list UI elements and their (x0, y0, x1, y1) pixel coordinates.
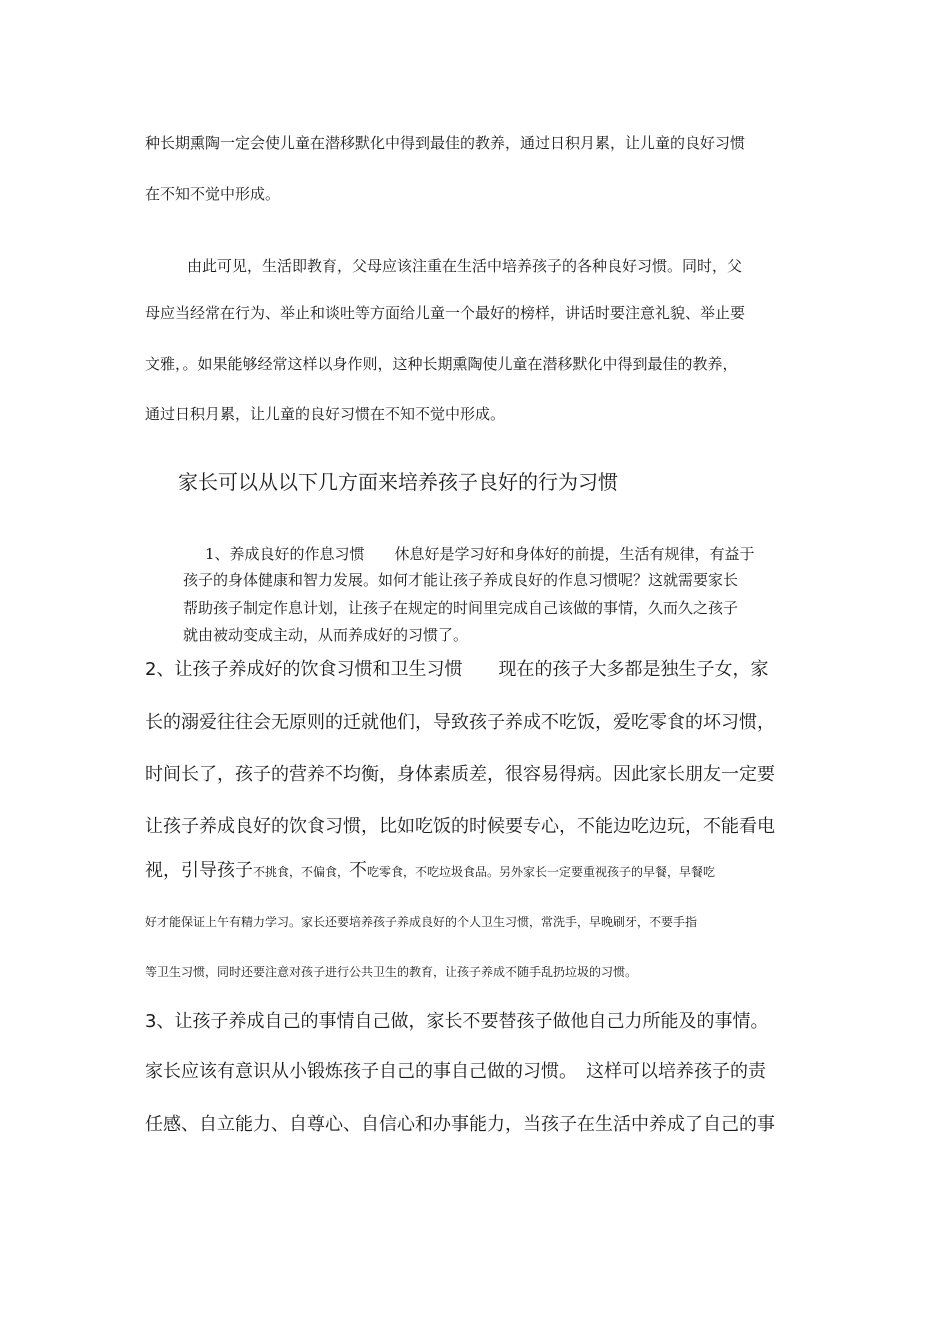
paragraph-1-line-1: 种长期熏陶一定会使儿童在潜移默化中得到最佳的教养，通过日积月累，让儿童的良好习惯 (145, 134, 746, 152)
item-2-line-3: 时间长了，孩子的营养不均衡，身体素质差，很容易得病。因此家长朋友一定要 (145, 764, 775, 785)
section-heading: 家长可以从以下几方面来培养孩子良好的行为习惯 (178, 470, 618, 494)
item-1-line-4: 就由被动变成主动，从而养成好的习惯了。 (183, 626, 469, 644)
paragraph-1-line-2: 在不知不觉中形成。 (145, 185, 281, 203)
item-1-line-3: 帮助孩子制定作息计划，让孩子在规定的时间里完成自己该做的事情，久而久之孩子 (183, 599, 739, 617)
paragraph-2-line-2: 母应当经常在行为、举止和谈吐等方面给儿童一个最好的榜样，讲话时要注意礼貌、举止要 (145, 304, 746, 322)
item-2-mixed-small-1: 不挑食，不偏食， (253, 865, 350, 879)
item-1-line-1: 1、养成良好的作息习惯 休息好是学习好和身体好的前提，生活有规律，有益于 (205, 545, 755, 563)
item-2-mixed-big-2: 不 (349, 860, 368, 881)
item-2-small-line-2: 等卫生习惯，同时还要注意对孩子进行公共卫生的教育，让孩子养成不随手乱扔垃圾的习惯。 (145, 965, 638, 979)
item-1-line-2: 孩子的身体健康和智力发展。如何才能让孩子养成良好的作息习惯呢？这就需要家长 (183, 571, 739, 589)
item-3-line-1: 3、让孩子养成自己的事情自己做，家长不要替孩子做他自己力所能及的事情。 (145, 1011, 769, 1032)
item-2-line-2: 长的溺爱往往会无原则的迁就他们，导致孩子养成不吃饭，爱吃零食的坏习惯， (145, 712, 775, 733)
item-2-mixed-small-2: 吃零食，不吃垃圾食品。另外家长一定要重视孩子的早餐，早餐吃 (367, 865, 716, 879)
item-2-small-line-1: 好才能保证上午有精力学习。家长还要培养孩子养成良好的个人卫生习惯，常洗手，早晚刷牙，不要手指 (145, 915, 698, 929)
paragraph-2-line-1: 由此可见，生活即教育，父母应该注重在生活中培养孩子的各种良好习惯。同时，父 (187, 257, 743, 275)
item-3-line-2: 家长应该有意识从小锻炼孩子自己的事自己做的习惯。 这样可以培养孩子的责 (145, 1061, 766, 1082)
item-2-mixed-big-1: 视，引导孩子 (145, 860, 253, 881)
item-2-line-4: 让孩子养成良好的饮食习惯，比如吃饭的时候要专心，不能边吃边玩，不能看电 (145, 816, 775, 837)
paragraph-2-line-4: 通过日积月累，让儿童的良好习惯在不知不觉中形成。 (145, 405, 506, 423)
paragraph-2-line-3: 文雅，。如果能够经常这样以身作则，这种长期熏陶使儿童在潜移默化中得到最佳的教养， (145, 355, 738, 373)
item-3-line-3: 任感、自立能力、自尊心、自信心和办事能力，当孩子在生活中养成了自己的事 (145, 1114, 775, 1135)
item-2-line-1: 2、让孩子养成好的饮食习惯和卫生习惯 现在的孩子大多都是独生子女，家 (145, 659, 769, 680)
item-2-mixed-line (145, 856, 715, 882)
